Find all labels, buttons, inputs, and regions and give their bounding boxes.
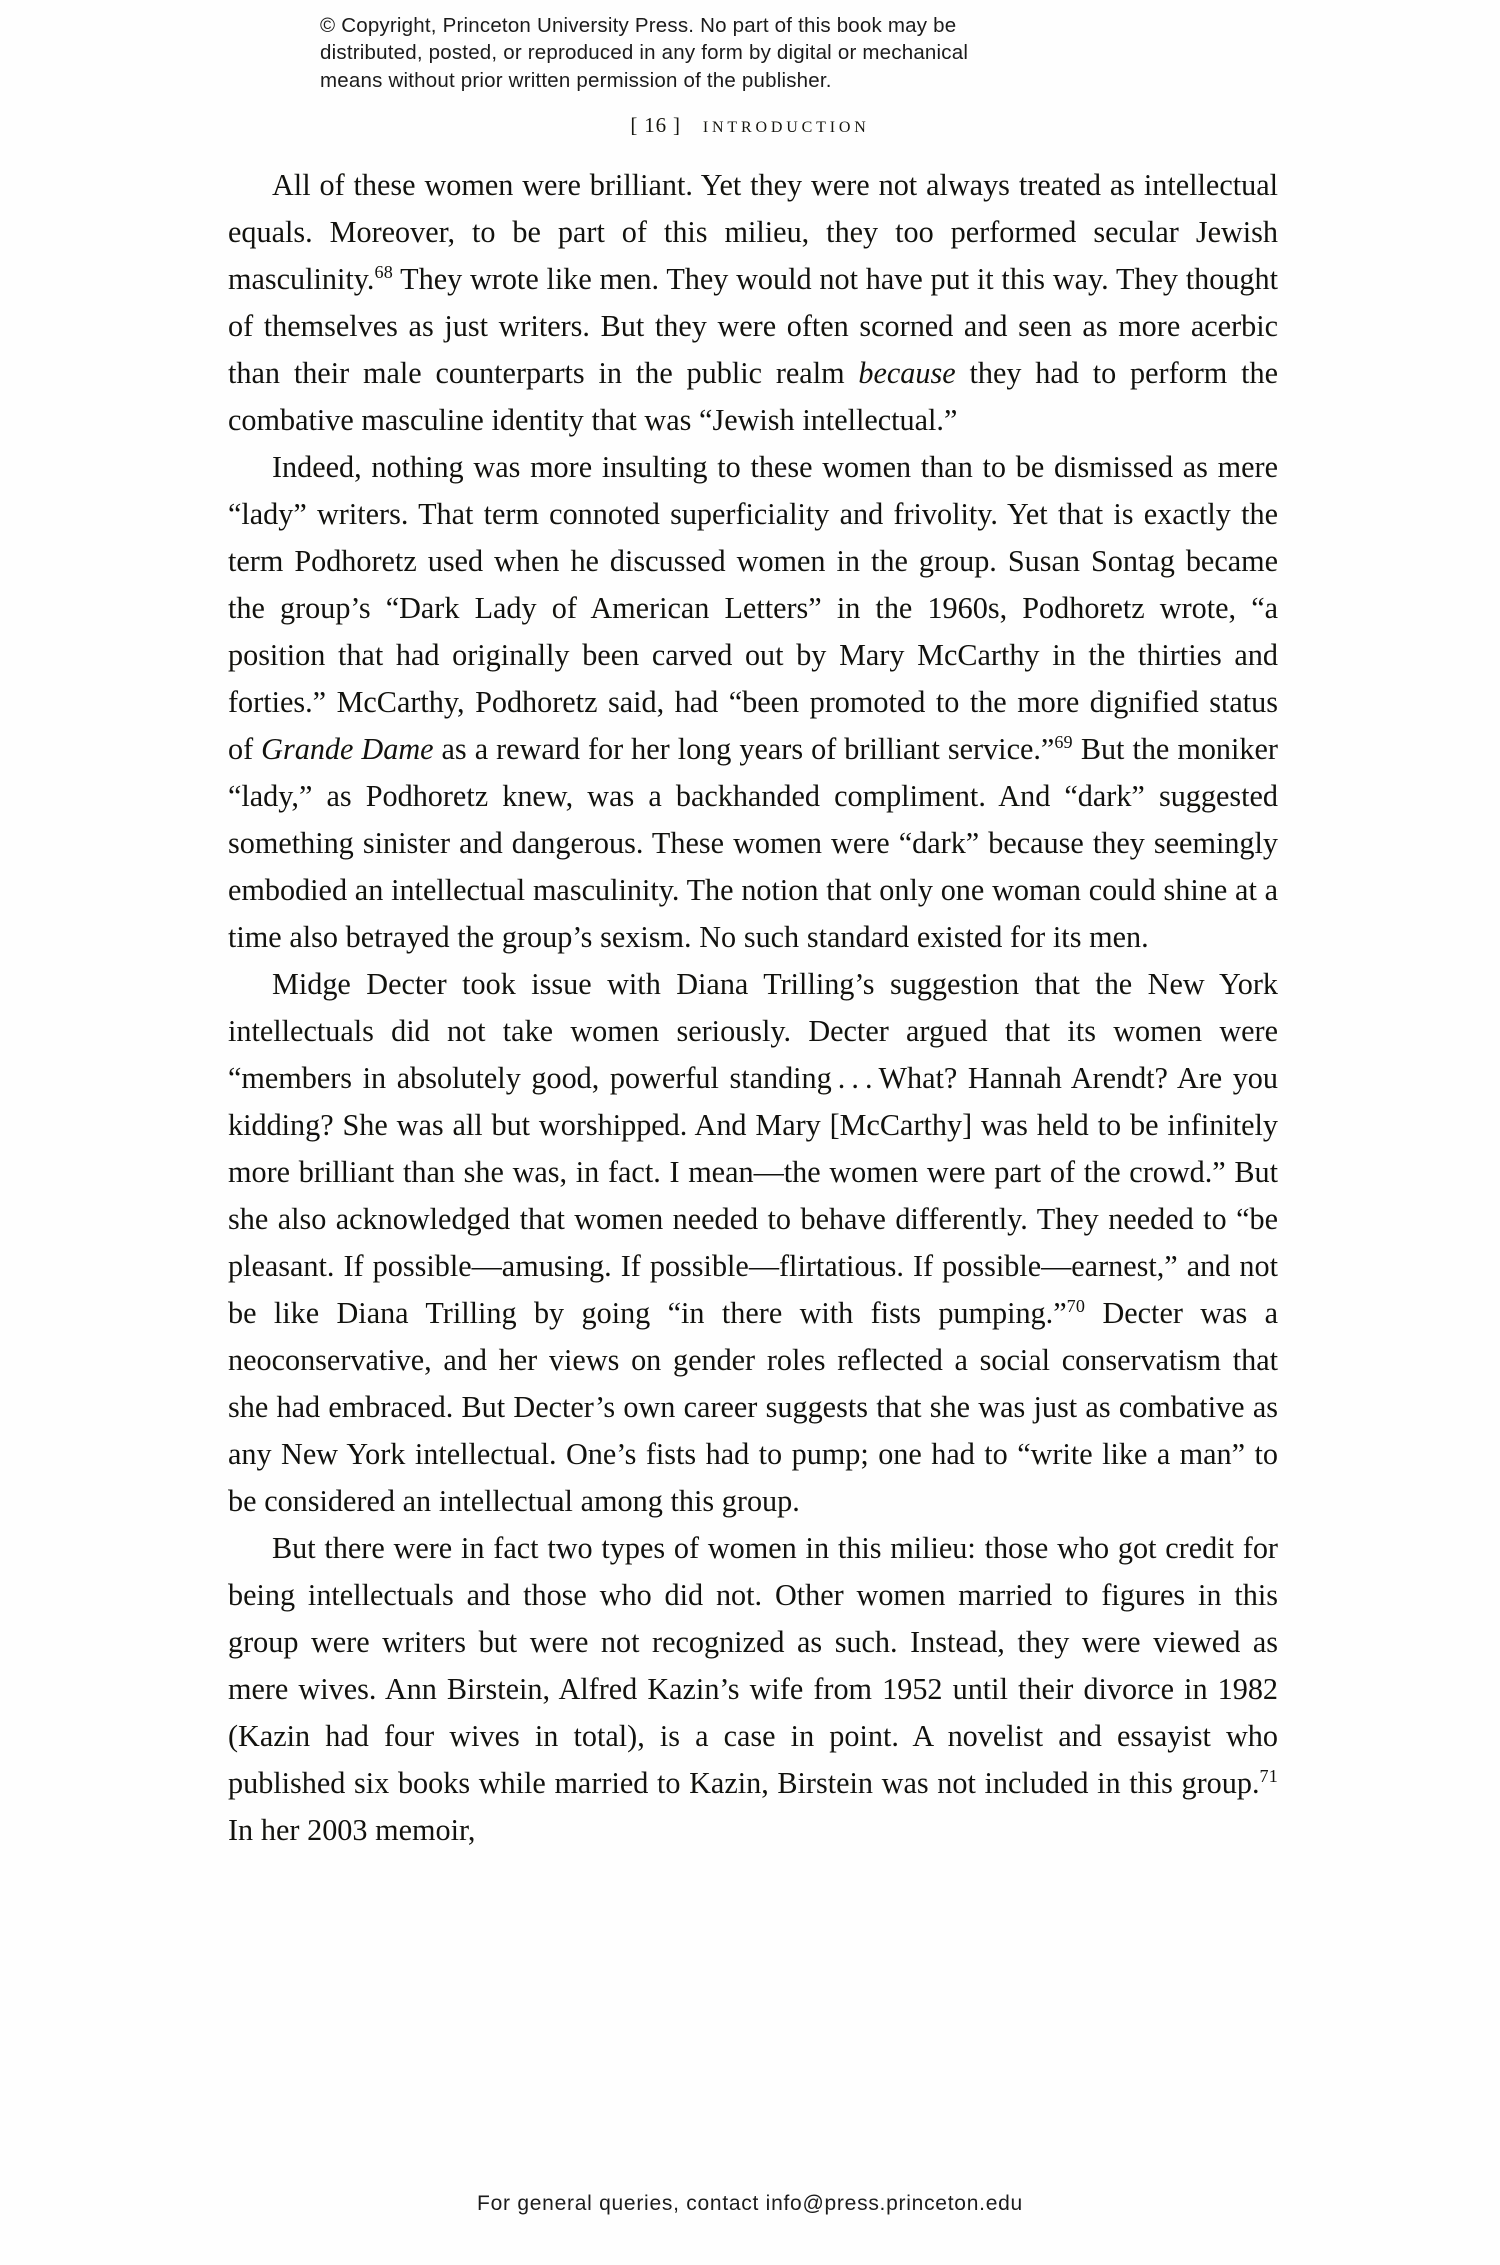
- year-number: 2003: [307, 1813, 368, 1847]
- page-folio: [ 16 ]: [630, 113, 681, 137]
- italic-phrase: because: [858, 356, 956, 390]
- footnote-reference[interactable]: 71: [1259, 1765, 1278, 1786]
- copyright-notice-line-1: © Copyright, Princeton University Press. No part of this book may be: [320, 14, 957, 37]
- text-run: Midge Decter took issue with Diana Trilling’s suggestion that the New York intellectuals did not take women seriously. Decter argued that its women were “members in absolutely good, powerful standing . . . What? Hannah Arendt? Are you kidding? She was all but worshipped. And Mary [McCarthy] was held to be infinitely more brilliant than she was, in fact. I mean—the women were part of the crowd.” But she also acknowledged that women needed to behave differently. They needed to “be pleasant. If possible—amusing. If possible—flirtatious. If possible—earnest,” and not be like Diana Trilling by going “in there with fists pumping.”: [228, 967, 1278, 1330]
- chapter-title: introduction: [702, 112, 870, 137]
- para-brilliant-women: [228, 162, 1278, 444]
- text-run: as a reward for her long years of brilliant service.”: [433, 732, 1055, 766]
- italic-phrase: Grande Dame: [261, 732, 434, 766]
- text-run: In her: [228, 1813, 308, 1847]
- text-run: They wrote like men. They would not have put it this way. They thought of themselves as just writers. But they were often scorned and seen as more acerbic than their male counterparts in the public realm: [228, 262, 1278, 390]
- year-number: 1982: [1217, 1672, 1279, 1706]
- text-run: , Podhoretz wrote, “a position that had originally been carved out by Mary McCarthy in the thirties and forties.” McCarthy, Podhoretz said, had “been promoted to the more dignified status of: [228, 591, 1278, 766]
- page-footer: [0, 2192, 1500, 2216]
- general-queries-line: For general queries, contact info@press.princeton.edu: [477, 2192, 1023, 2215]
- footnote-reference[interactable]: 70: [1066, 1295, 1086, 1316]
- body-text-block: [228, 162, 1278, 1854]
- footnote-reference[interactable]: 69: [1054, 731, 1073, 752]
- text-run: they had to perform the combative masculine identity that was “Jewish intellectual.”: [228, 356, 1278, 437]
- running-head: [0, 112, 1500, 138]
- para-lady-writers: [228, 444, 1278, 961]
- text-run: until their divorce in: [942, 1672, 1218, 1706]
- copyright-notice-line-3: means without prior written permission of the publisher.: [320, 68, 832, 92]
- copyright-notice-line-2: distributed, posted, or reproduced in any form by digital or mechanical: [320, 41, 969, 65]
- text-run: But there were in fact two types of women in this milieu: those who got credit for being intellectuals and those who did not. Other women married to figures in this group were writers but were not recognized as such. Instead, they were viewed as mere wives. Ann Birstein, Alfred Kazin’s wife from: [228, 1531, 1278, 1706]
- year-number: 1952: [882, 1672, 943, 1706]
- text-run: But the moniker “lady,” as Podhoretz knew, was a backhanded compliment. And “dark” suggested something sinister and dangerous. These women were “dark” because they seemingly embodied an intellectual masculinity. The notion that only one woman could shine at a time also betrayed the group’s sexism. No such standard existed for its men.: [228, 732, 1278, 954]
- footnote-reference[interactable]: 68: [374, 261, 393, 282]
- para-two-types-of-women: [228, 1525, 1278, 1854]
- text-run: (Kazin had four wives in total), is a case in point. A novelist and essayist who published six books while married to Kazin, Birstein was not included in this group.: [228, 1719, 1278, 1800]
- text-run: All of these women were brilliant. Yet they were not always treated as intellectual equals. Moreover, to be part of this milieu, they too performed secular Jewish masculinity.: [228, 168, 1278, 296]
- para-midge-decter: [228, 961, 1278, 1525]
- copyright-notice: [320, 12, 1190, 94]
- year-number: 1960s: [927, 591, 1000, 625]
- text-run: memoir,: [367, 1813, 476, 1847]
- text-run: Decter was a neoconservative, and her views on gender roles reflected a social conservatism that she had embraced. But Decter’s own career suggests that she was just as combative as any New York intellectual. One’s fists had to pump; one had to “write like a man” to be considered an intellectual among this group.: [228, 1296, 1278, 1518]
- text-run: Indeed, nothing was more insulting to these women than to be dismissed as mere “lady” writers. That term connoted superficiality and frivolity. Yet that is exactly the term Podhoretz used when he discussed women in the group. Susan Sontag became the group’s “Dark Lady of American Letters” in the: [228, 450, 1278, 625]
